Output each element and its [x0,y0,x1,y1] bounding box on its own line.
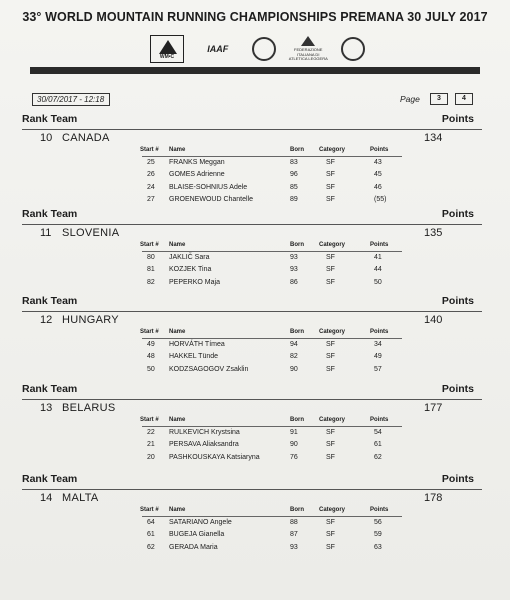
runner-name: RULKEVICH Krystsina [169,429,240,436]
sponsor-logos [150,34,365,64]
runner-born: 90 [290,365,298,373]
fidal-logo-text: FEDERAZIONE ITALIANA DI ATLETICA LEGGERA [288,47,328,62]
runner-row [142,252,402,264]
runner-start: 82 [147,278,155,286]
runner-row [142,351,402,363]
col-start: Start # [140,417,159,423]
runner-born: 93 [290,266,298,274]
runner-category: SF [326,543,335,551]
runner-points: 44 [374,266,382,274]
runner-category: SF [326,353,335,361]
runner-points: 43 [374,159,382,166]
runner-row [142,517,402,529]
col-category: Category [319,507,346,513]
runner-category: SF [326,441,335,449]
team-row [22,311,482,327]
runner-name: JAKLIČ Sara [169,254,210,261]
col-points: Points [370,507,389,513]
rank-team-heading: Rank Team [22,383,78,395]
runner-category: SF [326,519,335,526]
col-start: Start # [140,329,159,335]
runner-start: 48 [147,353,155,361]
runner-start: 61 [147,531,155,539]
runner-name: GERADA Maria [169,543,218,551]
section-header [22,295,482,309]
col-category: Category [319,242,346,248]
premana-seal-logo [341,37,365,61]
runner-row [142,169,402,181]
runner-start: 26 [147,171,155,179]
runner-start: 25 [147,159,155,166]
wmra-logo: WM•C [150,35,184,63]
rank-team-heading: Rank Team [22,113,78,125]
col-points: Points [370,242,389,248]
runner-born: 94 [290,341,298,348]
rank-team-heading: Rank Team [22,473,78,485]
round-seal-logo [252,37,276,61]
runner-name: HAKKEL Tünde [169,353,219,361]
runner-born: 82 [290,353,298,361]
runner-category: SF [326,171,335,179]
points-heading: Points [441,473,474,485]
runner-list [142,251,402,289]
runner-row [142,364,402,376]
page-label: Page [400,94,420,104]
runner-start: 80 [147,254,155,261]
runner-start: 24 [147,183,155,191]
runner-points: 49 [374,353,382,361]
runner-column-headers [22,417,482,426]
runner-born: 89 [290,196,298,204]
runner-row [142,542,402,554]
runner-name: HORVÁTH Tímea [169,341,225,348]
runner-born: 96 [290,171,298,179]
section-header [22,113,482,127]
runner-born: 76 [290,453,298,461]
team-row [22,399,482,415]
runner-row [142,427,402,439]
runner-name: FRANKS Meggan [169,159,225,166]
col-category: Category [319,417,346,423]
runner-row [142,194,402,206]
runner-points: 50 [374,278,382,286]
runner-points: 62 [374,453,382,461]
col-name: Name [169,417,186,423]
team-total-points: 140 [424,314,443,326]
team-rank: 13 [40,402,53,414]
col-start: Start # [140,507,159,513]
runner-born: 83 [290,159,298,166]
runner-row [142,452,402,464]
team-rank: 12 [40,314,53,326]
runner-points: 63 [374,543,382,551]
runner-category: SF [326,196,335,204]
runner-column-headers [22,507,482,516]
team-rank: 11 [40,227,52,239]
runner-points: 41 [374,254,382,261]
team-rank: 10 [40,132,53,144]
runner-category: SF [326,278,335,286]
runner-points: 57 [374,365,382,373]
runner-row [142,182,402,194]
runner-start: 22 [147,429,155,436]
team-total-points: 178 [424,492,443,504]
runner-category: SF [326,453,335,461]
runner-points: 61 [374,441,382,449]
col-category: Category [319,147,346,153]
col-points: Points [370,417,389,423]
runner-column-headers [22,147,482,156]
page-current: 3 [430,93,448,105]
col-name: Name [169,507,186,513]
col-born: Born [290,242,304,248]
runner-born: 87 [290,531,298,539]
runner-row [142,529,402,541]
col-born: Born [290,417,304,423]
document-title: 33° WORLD MOUNTAIN RUNNING CHAMPIONSHIPS PREMANA 30 JULY 2017 [22,10,488,24]
runner-start: 20 [147,453,155,461]
team-row [22,129,482,145]
col-born: Born [290,147,304,153]
col-born: Born [290,507,304,513]
runner-born: 93 [290,543,298,551]
runner-category: SF [326,531,335,539]
team-country: CANADA [62,132,110,144]
runner-name: BUGEJA Gianella [169,531,225,539]
runner-name: KOZJEK Tina [169,266,212,274]
col-start: Start # [140,147,159,153]
runner-born: 91 [290,429,298,436]
runner-category: SF [326,159,335,166]
points-heading: Points [441,113,474,125]
points-heading: Points [441,295,474,307]
runner-points: (55) [374,196,387,204]
runner-row [142,264,402,276]
runner-name: PASHKOUSKAYA Katsiaryna [169,453,260,461]
runner-row [142,439,402,451]
runner-points: 46 [374,183,382,191]
runner-column-headers [22,242,482,251]
team-row [22,489,482,505]
runner-category: SF [326,254,335,261]
team-country: SLOVENIA [62,227,120,239]
runner-points: 54 [374,429,382,436]
runner-name: PEPERKO Maja [169,278,220,286]
team-country: MALTA [62,492,99,504]
page-total: 4 [455,93,473,105]
col-category: Category [319,329,346,335]
runner-list [142,426,402,464]
team-country: BELARUS [62,402,116,414]
points-heading: Points [441,208,474,220]
col-points: Points [370,329,389,335]
points-heading: Points [441,383,474,395]
runner-column-headers [22,329,482,338]
rank-team-heading: Rank Team [22,208,78,220]
section-header [22,208,482,222]
col-points: Points [370,147,389,153]
col-start: Start # [140,242,159,248]
section-header [22,473,482,487]
runner-name: KODZSAGOGOV Zsaklin [169,365,249,373]
runner-start: 49 [147,341,155,348]
team-rank: 14 [40,492,53,504]
runner-name: GOMES Adrienne [169,171,225,179]
runner-start: 81 [147,266,155,274]
fidal-mark-icon [301,36,315,46]
runner-category: SF [326,266,335,274]
runner-born: 86 [290,278,298,286]
runner-points: 45 [374,171,382,179]
team-total-points: 177 [424,402,443,414]
runner-points: 59 [374,531,382,539]
runner-list [142,516,402,554]
runner-start: 27 [147,196,155,204]
runner-category: SF [326,183,335,191]
col-name: Name [169,329,186,335]
runner-born: 85 [290,183,298,191]
runner-points: 56 [374,519,382,526]
runner-name: PERSAVA Aliaksandra [169,441,239,449]
runner-points: 34 [374,341,382,348]
runner-start: 50 [147,365,155,373]
print-timestamp: 30/07/2017 - 12:18 [32,93,110,106]
header-rule [30,67,480,74]
runner-row [142,277,402,289]
team-total-points: 134 [424,132,443,144]
runner-start: 21 [147,441,155,449]
runner-name: SATARIANO Angele [169,519,232,526]
team-country: HUNGARY [62,314,119,326]
runner-category: SF [326,429,335,436]
col-name: Name [169,147,186,153]
runner-category: SF [326,365,335,373]
runner-row [142,339,402,351]
col-born: Born [290,329,304,335]
runner-list [142,156,402,207]
runner-start: 64 [147,519,155,526]
iaaf-logo: IAAF [207,44,229,54]
runner-born: 93 [290,254,298,261]
section-header [22,383,482,397]
runner-born: 88 [290,519,298,526]
runner-name: BLAISE-SOHNIUS Adele [169,183,248,191]
team-total-points: 135 [424,227,443,239]
runner-start: 62 [147,543,155,551]
team-row [22,224,482,240]
runner-category: SF [326,341,335,348]
runner-list [142,338,402,376]
rank-team-heading: Rank Team [22,295,78,307]
col-name: Name [169,242,186,248]
runner-name: GROENEWOUD Chantelle [169,196,254,204]
fidal-logo [287,35,329,63]
runner-born: 90 [290,441,298,449]
runner-row [142,157,402,169]
